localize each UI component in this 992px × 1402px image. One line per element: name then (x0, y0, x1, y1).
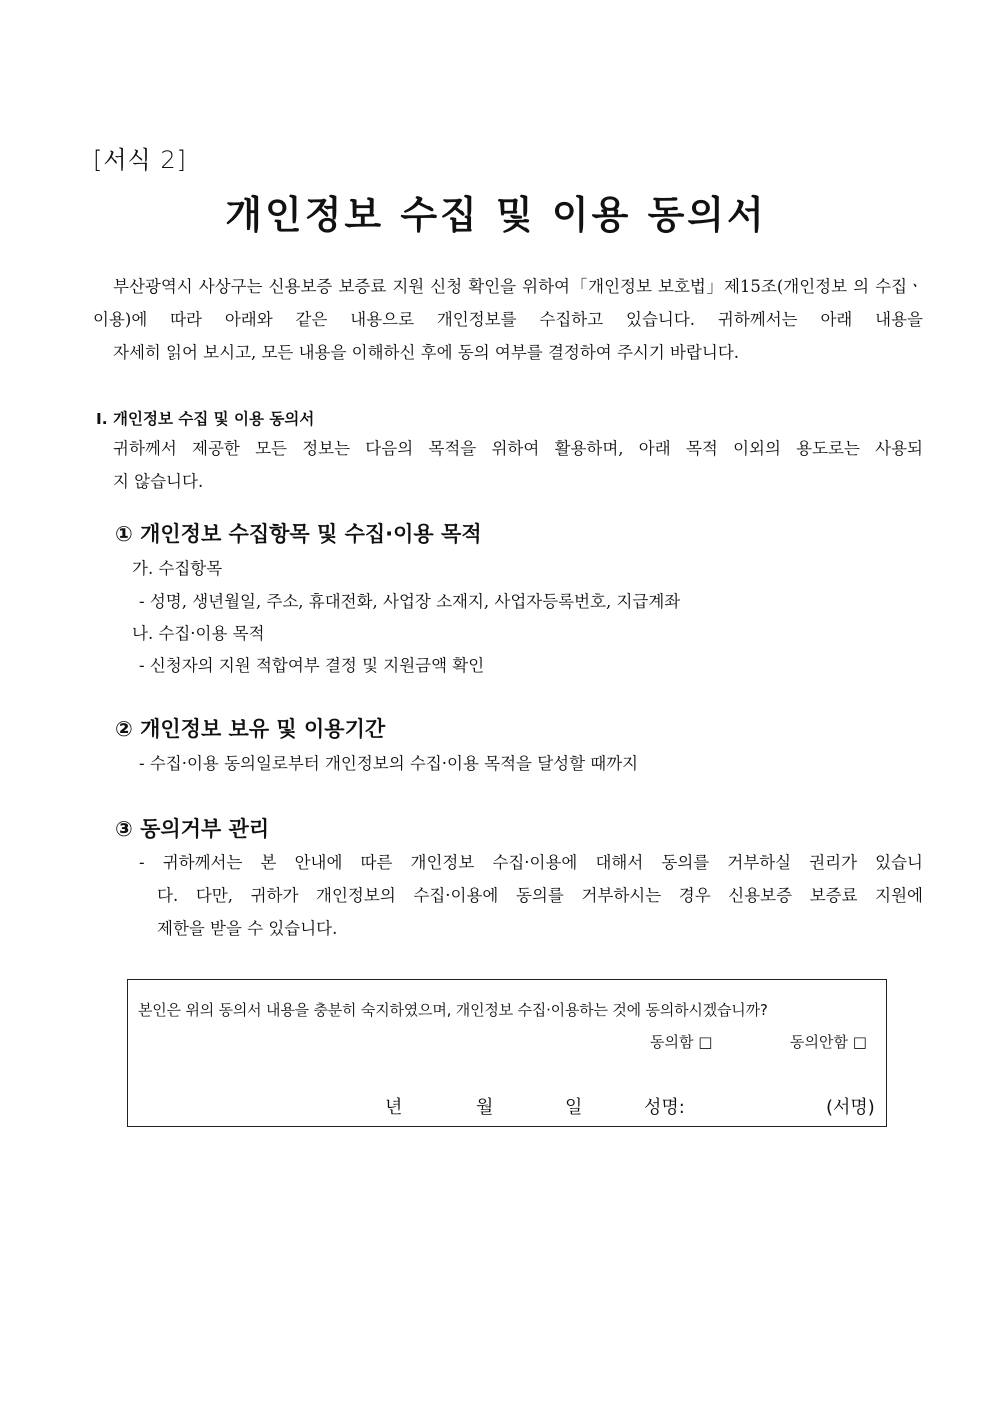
section-1-heading: Ⅰ. 개인정보 수집 및 이용 동의서 (96, 410, 315, 428)
month-label: 월 (476, 1097, 494, 1118)
intro-line-1: 부산광역시 사상구는 신용보증 보증료 지원 신청 확인을 위하여「개인정보 보호법」제15조(개인정보 (113, 277, 848, 296)
intro-paragraph (93, 270, 923, 369)
item-1-heading: ① 개인정보 수집항목 및 수집·이용 목적 (115, 522, 482, 546)
section-1-line-1: 귀하께서 제공한 모든 정보는 다음의 목적을 위하여 활용하며, 아래 목적 이외의 용도로는 사용되 (113, 439, 923, 458)
item-1-sub-b: 나. 수집·이용 목적 (132, 624, 265, 643)
form-label: [서식 2] (93, 146, 187, 174)
document-title: 개인정보 수집 및 이용 동의서 (225, 193, 767, 237)
disagree-checkbox[interactable]: 동의안함 □ (790, 1033, 867, 1051)
item-2-detail: - 수집·이용 동의일로부터 개인정보의 수집·이용 목적을 달성할 때까지 (139, 754, 639, 773)
intro-line-2: 의 수집ㆍ이용)에 따라 아래와 같은 내용으로 개인정보를 수집하고 있습니다. 귀하께서는 아래 내용을 (93, 277, 923, 329)
consent-question: 본인은 위의 동의서 내용을 충분히 숙지하였으며, 개인정보 수집·이용하는 것에 동의하시겠습니까? (138, 1001, 768, 1019)
item-1-sub-a: 가. 수집항목 (132, 559, 223, 578)
item-3-paragraph (139, 846, 923, 945)
consent-box (127, 979, 887, 1127)
section-1-body (93, 432, 923, 498)
item-3-heading: ③ 동의거부 관리 (115, 817, 270, 841)
intro-line-3: 자세히 읽어 보시고, 모든 내용을 이해하신 후에 동의 여부를 결정하여 주시기 바랍니다. (113, 343, 740, 362)
item-1-sub-b-detail: - 신청자의 지원 적합여부 결정 및 지원금액 확인 (139, 656, 485, 675)
signature-label: (서명) (826, 1097, 875, 1118)
item-3-line-2: 다. 다만, 귀하가 개인정보의 수집·이용에 동의를 거부하시는 경우 신용보증 보증료 지원에 (157, 886, 923, 905)
day-label: 일 (565, 1097, 583, 1118)
item-1-sub-a-detail: - 성명, 생년월일, 주소, 휴대전화, 사업장 소재지, 사업자등록번호, 지급계좌 (139, 592, 681, 611)
item-3-line-3: 제한을 받을 수 있습니다. (157, 919, 338, 938)
item-2-heading: ② 개인정보 보유 및 이용기간 (115, 717, 386, 741)
item-3-line-1: - 귀하께서는 본 안내에 따른 개인정보 수집·이용에 대해서 동의를 거부하실 권리가 있습니 (139, 853, 923, 872)
name-label: 성명: (644, 1097, 685, 1118)
year-label: 년 (385, 1097, 403, 1118)
agree-checkbox[interactable]: 동의함 □ (650, 1033, 713, 1051)
section-1-line-2: 지 않습니다. (113, 472, 204, 491)
